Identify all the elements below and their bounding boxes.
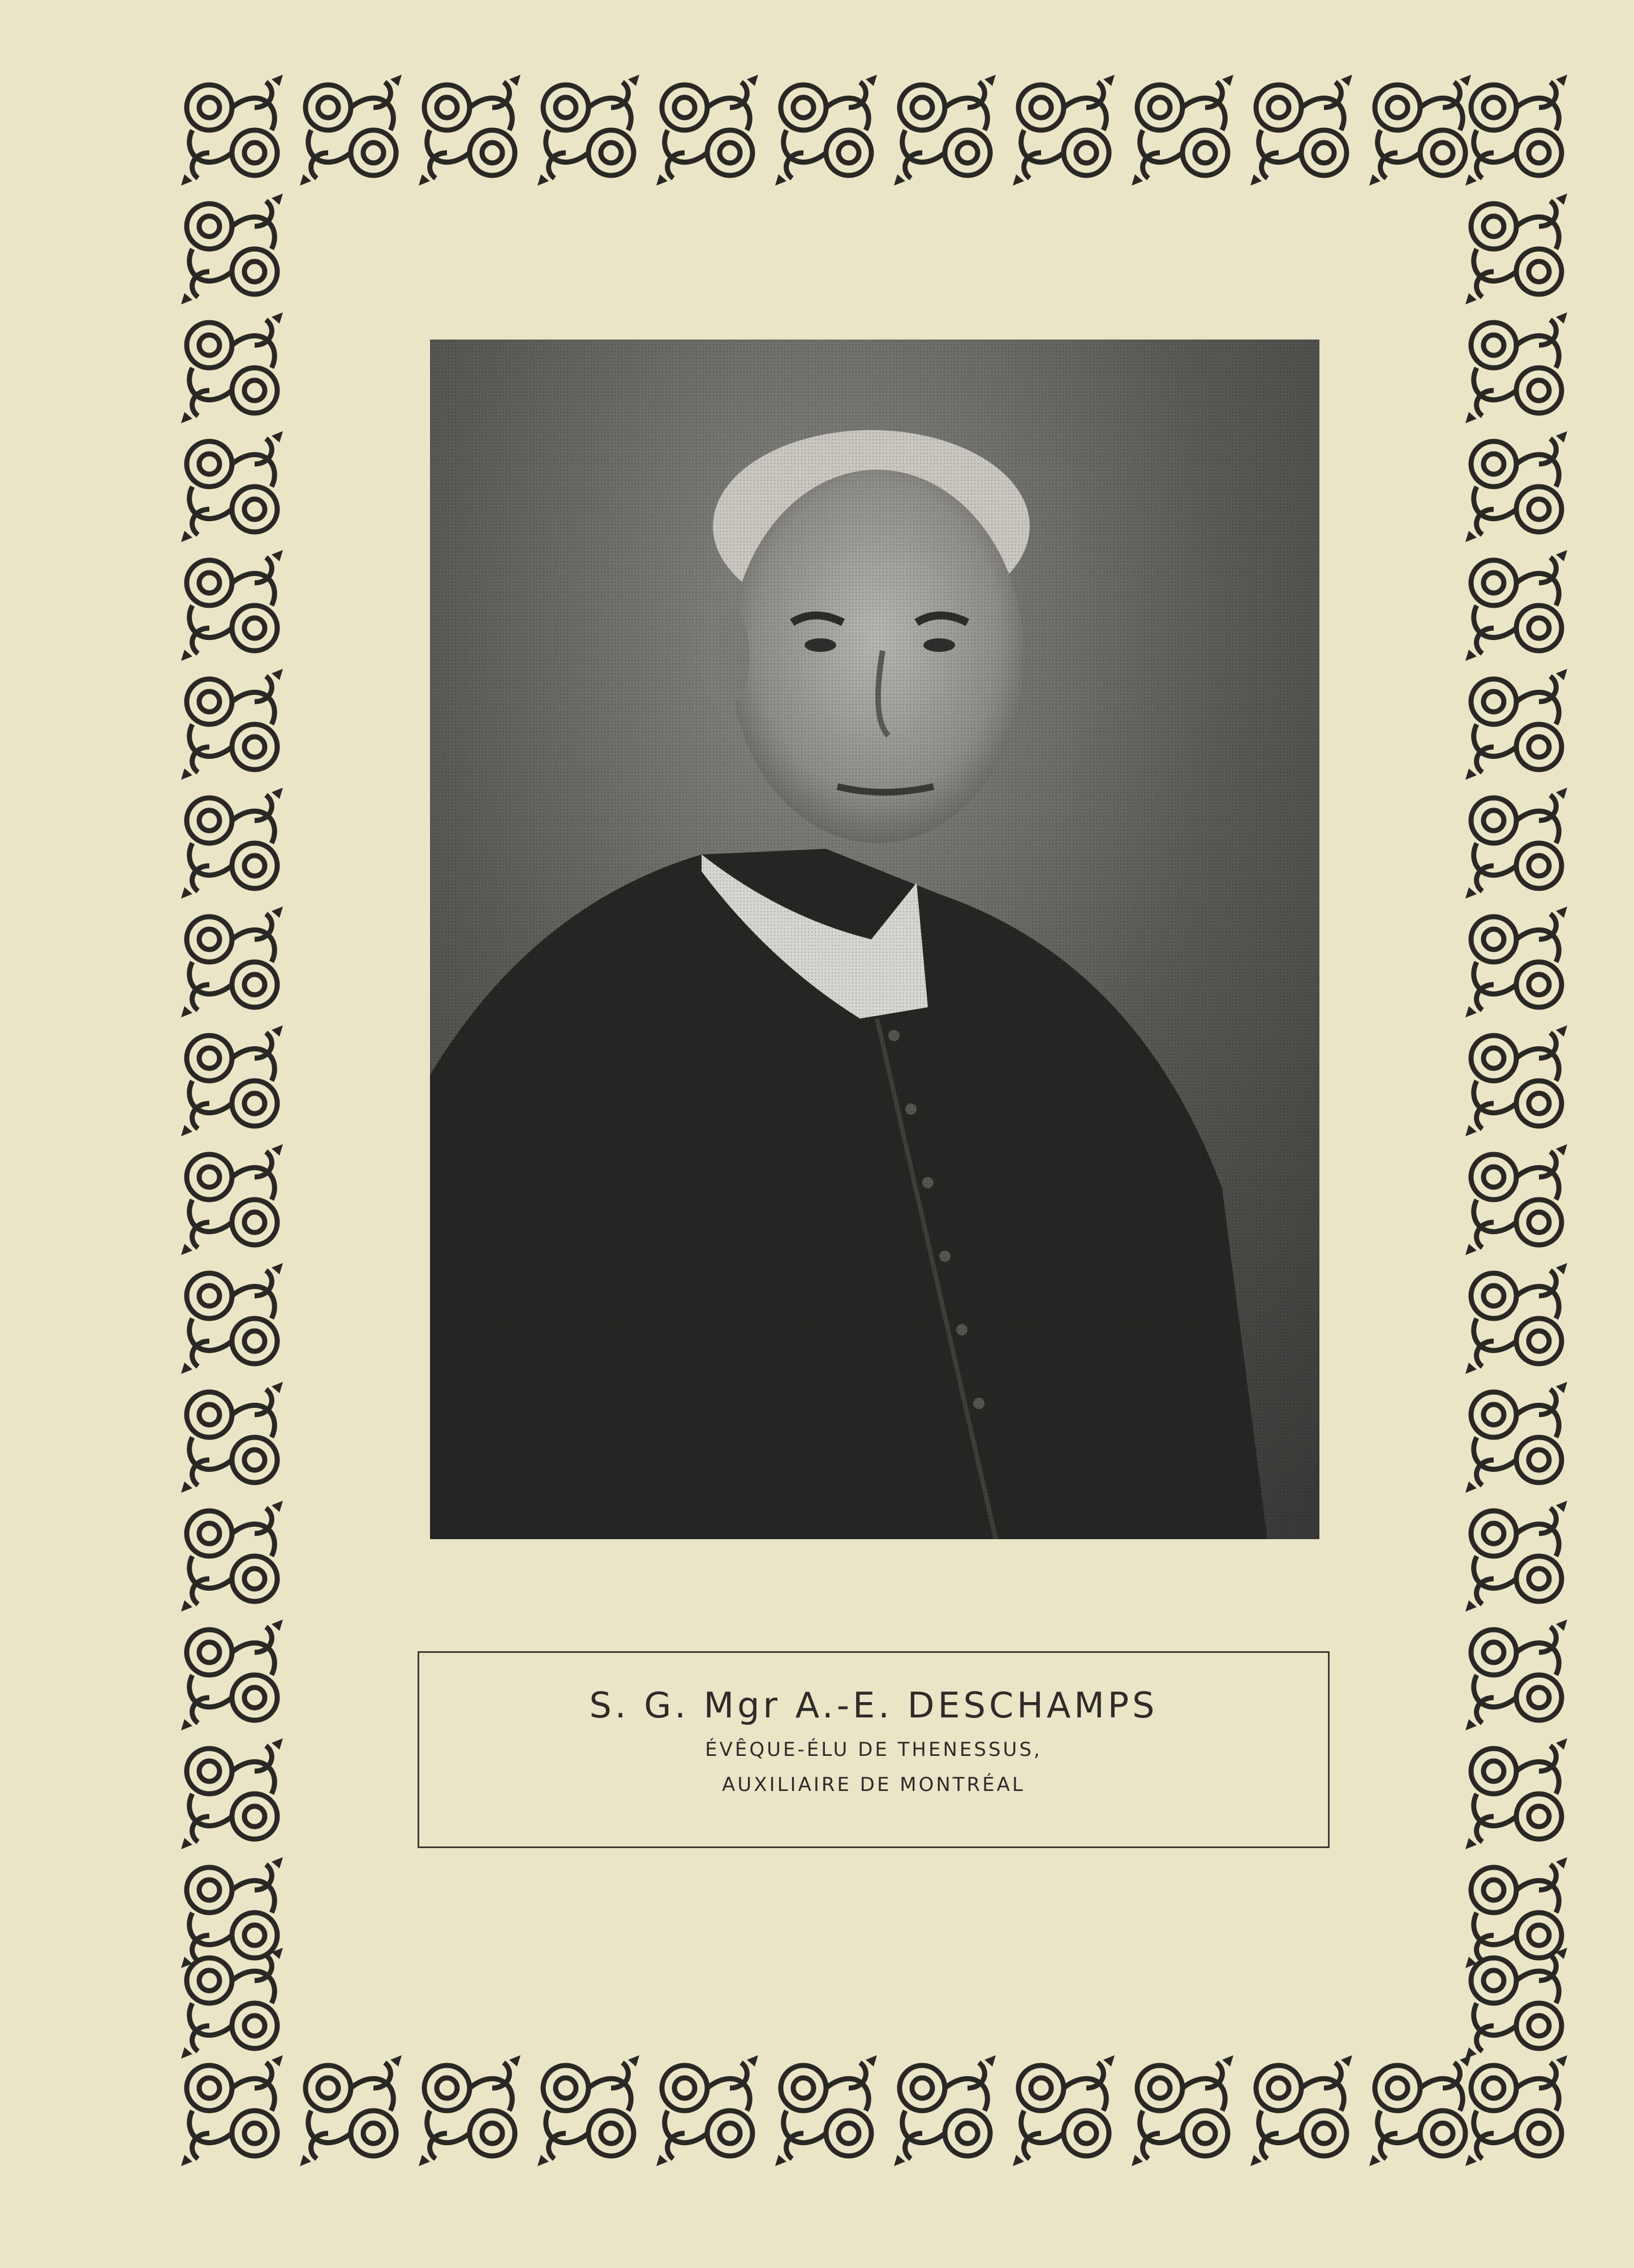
caption-box — [418, 1651, 1330, 1848]
border-left — [175, 192, 289, 2060]
caption-line-1: ÉVÊQUE-ÉLU DE THENESSUS, — [705, 1738, 1042, 1761]
border-bottom — [175, 2054, 1573, 2167]
portrait-photo — [430, 340, 1319, 1539]
caption-line-2: AUXILIAIRE DE MONTRÉAL — [722, 1773, 1025, 1796]
border-top — [175, 74, 1573, 187]
caption-title: S. G. Mgr A.-E. DESCHAMPS — [589, 1685, 1158, 1726]
border-right — [1460, 192, 1573, 2060]
